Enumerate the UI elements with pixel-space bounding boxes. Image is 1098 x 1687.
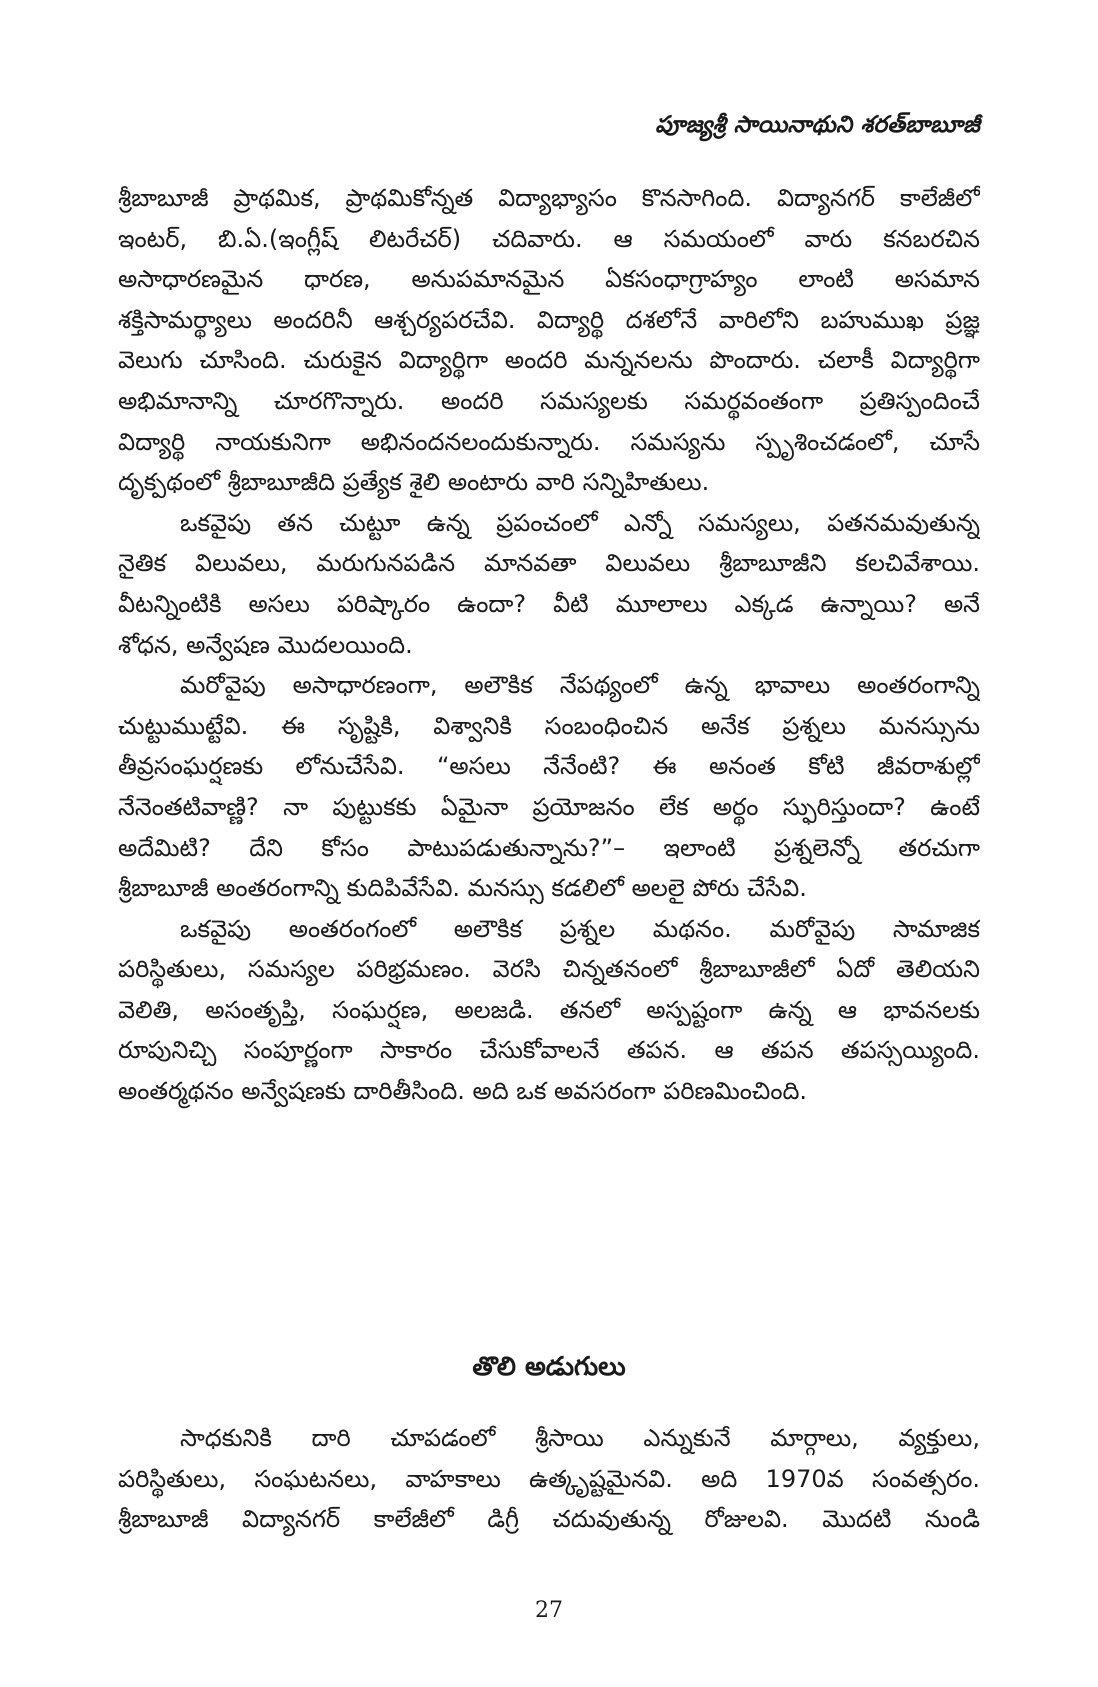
text-line: శోధన, అన్వేషణ మొదలయింది.: [118, 630, 413, 659]
text-line: శ్రీబాబూజీ విద్యానగర్ కాలేజీలో డిగ్రీ చదువుతున్న రోజులవి. మొదటి నుండి: [118, 1505, 980, 1534]
text-line: విద్యార్థి నాయకునిగా అభినందనలందుకున్నారు. సమస్యను స్పృశించడంలో, చూసే: [118, 427, 980, 456]
paragraph-2: [118, 503, 980, 665]
main-text: [118, 178, 980, 1112]
text-line: అసాధారణమైన ధారణ, అనుపమానమైన ఏకసంధాగ్రాహ్యం లాంటి అసమాన: [118, 265, 980, 294]
text-line: పరిస్థితులు, సంఘటనలు, వాహకాలు ఉత్కృష్టమైనవి. అది 1970వ సంవత్సరం.: [118, 1464, 980, 1493]
paragraph-4: [118, 909, 980, 1112]
text-line: రూపునిచ్చి సంపూర్ణంగా సాకారం చేసుకోవాలనే తపన. ఆ తపన తపస్సయ్యింది.: [118, 1036, 980, 1065]
text-line: వెలుగు చూసింది. చురుకైన విద్యార్థిగా అందరి మన్ననలను పొందారు. చలాకీ విద్యార్థిగా: [118, 346, 980, 375]
paragraph-1: [118, 178, 980, 503]
text-line: ఒకవైపు అంతరంగంలో అలౌకిక ప్రశ్నల మథనం. మరోవైపు సామాజిక: [180, 914, 980, 943]
text-line: వీటన్నింటికి అసలు పరిష్కారం ఉందా? వీటి మూలాలు ఎక్కడ ఉన్నాయి? అనే: [118, 589, 980, 618]
text-line: శ్రీబాబూజీ అంతరంగాన్ని కుదిపివేసేవి. మనస్సు కడలిలో అలలై పోరు చేసేవి.: [118, 874, 807, 903]
text-line: నైతిక విలువలు, మరుగునపడిన మానవతా విలువలు శ్రీబాబూజీని కలచివేశాయి.: [118, 549, 980, 578]
text-line: అభిమానాన్ని చూరగొన్నారు. అందరి సమస్యలకు సమర్థవంతంగా ప్రతిస్పందించే: [118, 386, 980, 415]
paragraph-5: [118, 1418, 980, 1540]
text-line: అదేమిటి? దేని కోసం పాటుపడుతున్నాను?”– ఇలాంటి ప్రశ్నలెన్నో తరచుగా: [118, 833, 980, 862]
section-text: [118, 1418, 980, 1540]
text-line: ఒకవైపు తన చుట్టూ ఉన్న ప్రపంచంలో ఎన్నో సమస్యలు, పతనమవుతున్న: [180, 508, 980, 537]
section-heading: తొలి అడుగులు: [472, 1352, 626, 1382]
paragraph-3: [118, 665, 980, 909]
text-line: నేనెంతటివాణ్ణి? నా పుట్టుకకు ఏమైనా ప్రయోజనం లేక అర్థం స్ఫురిస్తుందా? ఉంటే: [118, 792, 980, 821]
text-line: మరోవైపు అసాధారణంగా, అలౌకిక నేపథ్యంలో ఉన్న భావాలు అంతరంగాన్ని: [180, 671, 980, 700]
running-header: పూజ్యశ్రీ సాయినాథుని శరత్‌బాబూజీ: [655, 112, 980, 138]
text-line: చుట్టుముట్టేవి. ఈ సృష్టికి, విశ్వానికి సంబంధించిన అనేక ప్రశ్నలు మనస్సును: [118, 711, 980, 740]
text-line: పరిస్థితులు, సమస్యల పరిభ్రమణం. వెరసి చిన్నతనంలో శ్రీబాబూజీలో ఏదో తెలియని: [118, 955, 980, 984]
text-line: ఇంటర్, బి.ఏ.(ఇంగ్లీష్ లిటరేచర్) చదివారు. ఆ సమయంలో వారు కనబరచిన: [118, 224, 980, 253]
text-line: సాధకునికి దారి చూపడంలో శ్రీసాయి ఎన్నుకునే మార్గాలు, వ్యక్తులు,: [180, 1424, 980, 1452]
page-number: 27: [535, 1598, 563, 1623]
text-line: శక్తిసామర్థ్యాలు అందరినీ ఆశ్చర్యపరచేవి. విద్యార్థి దశలోనే వారిలోని బహుముఖ ప్రజ్ఞ: [118, 305, 980, 334]
text-line: దృక్పథంలో శ్రీబాబూజీది ప్రత్యేక శైలి అంటారు వారి సన్నిహితులు.: [118, 468, 710, 497]
text-line: అంతర్మథనం అన్వేషణకు దారితీసింది. అది ఒక అవసరంగా పరిణమించింది.: [118, 1077, 808, 1106]
text-line: వెలితి, అసంతృప్తి, సంఘర్షణ, అలజడి. తనలో అస్పష్టంగా ఉన్న ఆ భావనలకు: [118, 995, 980, 1024]
text-line: తీవ్రసంఘర్షణకు లోనుచేసేవి. “అసలు నేనేంటి? ఈ అనంత కోటి జీవరాశుల్లో: [118, 752, 980, 781]
text-line: శ్రీబాబూజీ ప్రాథమిక, ప్రాథమికోన్నత విద్యాభ్యాసం కొనసాగింది. విద్యానగర్ కాలేజీలో: [118, 184, 980, 212]
